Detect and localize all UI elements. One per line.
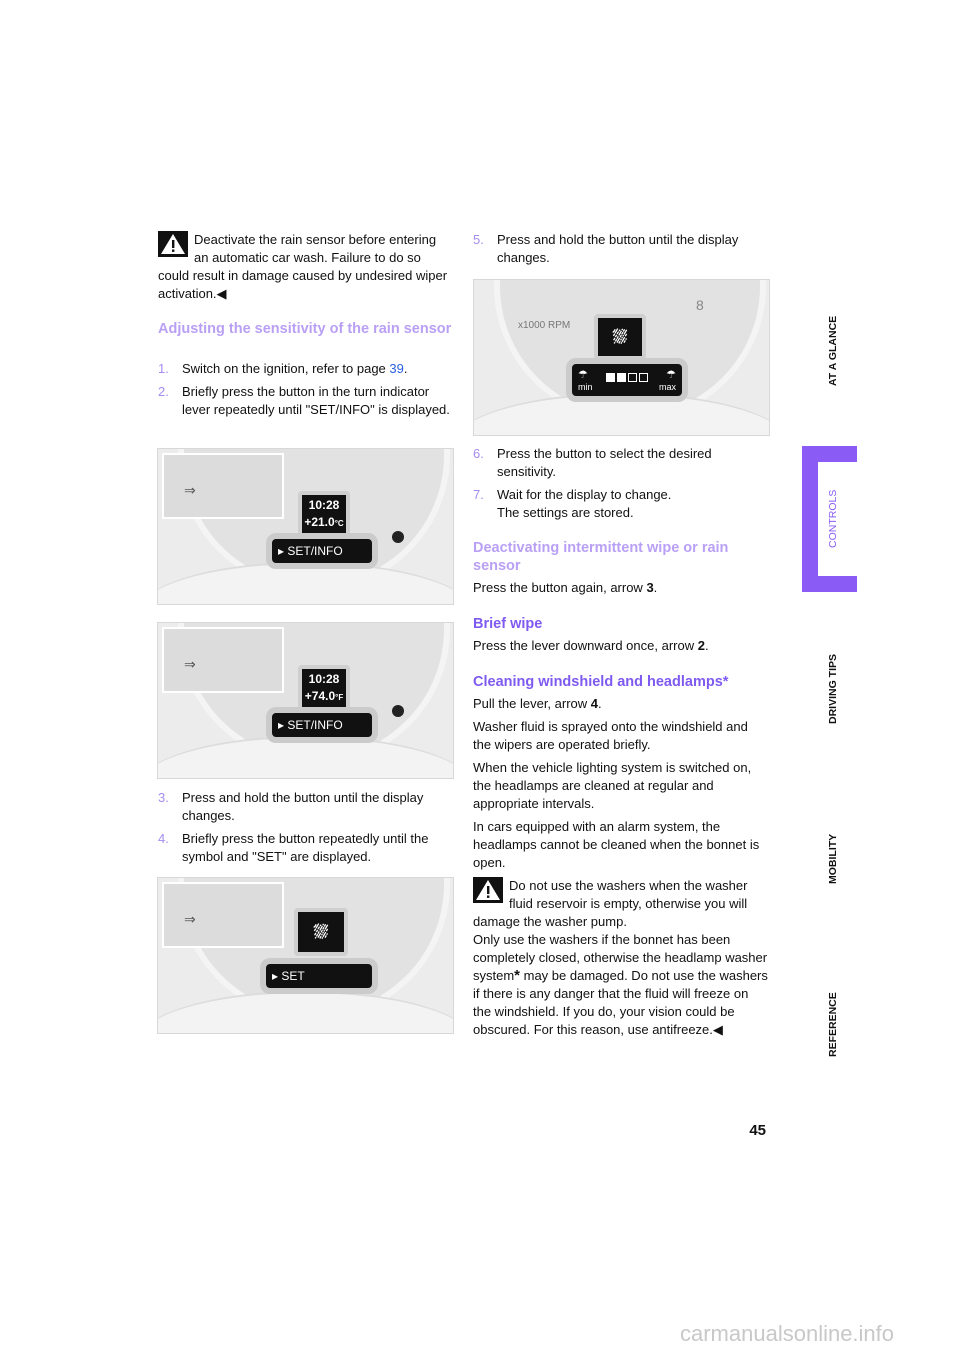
sensitivity-step [617,373,626,382]
clock-display: 10:28 +74.0°F [298,665,350,713]
wiper-symbol-icon: ⛆ [294,908,348,956]
tab-reference[interactable]: REFERENCE [827,992,839,1057]
tab-mobility[interactable]: MOBILITY [827,833,839,884]
step-2: 2. Briefly press the button in the turn indicator lever repeatedly until "SET/INFO" is displayed. [158,384,450,417]
warning-washer: Do not use the washers when the washer fluid reservoir is empty, otherwise you will damage the washer pump. Only use the washers if the bonnet has been completely closed, otherwise the headlamp washer system* may be damaged. Do not use the washers if there is any danger that the fluid will freeze on the windshield. If you do, your vision could be obscured. For this reason, use antifreeze.◀ [473,878,768,1037]
warning-rain-sensor [158,231,454,303]
lever-inset [162,882,284,948]
info-display: ▸ SET/INFO [266,707,378,743]
warning-triangle-icon [473,877,503,903]
info-display: ▸ SET [260,958,378,994]
figure-sensitivity-display [473,279,770,436]
max-label: max [658,382,676,392]
heading-brief-wipe: Brief wipe [473,616,543,632]
step-1: 1. Switch on the ignition, refer to page 39. [158,361,408,376]
page-link[interactable]: 39 [389,361,404,376]
cleaning-section: Pull the lever, arrow 4. Washer fluid is sprayed onto the windshield and the wipers are operated briefly. When the vehicle lighting system is switched on, the headlamps are cleaned at regular and appropriate intervals. In cars equipped with an alarm system, the headlamps cannot be cleaned when the bonnet is open. Do not use the washers when the washer fluid reservoir is empty, otherwise you will damage the washer pump. Only use the washers if the bonnet has been completely closed, otherwise the headlamp washer system* may be damaged. Do not use the washers if there is any danger that the fluid will freeze on the windshield. If you do, your vision could be obscured. For this reason, use antifreeze.◀ [473,696,768,1037]
para-lighting: When the vehicle lighting system is switched on, the headlamps are cleaned at regular and appropriate intervals. [473,760,752,811]
warning-triangle-icon [158,231,188,257]
para-washer: Washer fluid is sprayed onto the windshield and the wipers are operated briefly. [473,719,748,752]
end-mark: ◀ [216,286,227,301]
tab-at-a-glance[interactable]: AT A GLANCE [827,315,839,386]
rpm-label: x1000 RPM [518,320,571,331]
arrow-icon: ⇒ [184,482,196,498]
step-5: 5. Press and hold the button until the display changes. [473,232,739,265]
figure-set-info-celsius [157,448,454,605]
watermark: carmanualsonline.info [680,1321,895,1346]
arrow-icon: ⇒ [184,911,196,927]
steps-list-a [158,360,454,419]
steps-list-b [158,789,454,866]
tab-controls[interactable]: CONTROLS [827,489,839,548]
steps-list-c [473,445,769,522]
rain-max-icon: ☂ [666,369,676,381]
rain-min-icon: ☂ [578,369,588,381]
sensitivity-display [566,358,688,402]
sensitivity-level-indicator [606,370,650,388]
steps-list-5 [473,231,769,267]
figure-set-info-fahrenheit [157,622,454,779]
lever-inset [162,453,284,519]
wiper-auto-icon: ⛆ [594,314,646,360]
step-3: 3. Press and hold the button until the display changes. [158,790,424,823]
arrow-icon: ⇒ [184,656,196,672]
info-display: ▸ SET/INFO [266,533,378,569]
heading-sensitivity: Adjusting the sensitivity of the rain sensor [158,321,452,337]
gauge-8-label: 8 [696,297,704,313]
brief-text: Press the lever downward once, arrow 2. [473,638,709,653]
figure-set-symbol [157,877,454,1034]
step-4: 4. Briefly press the button repeatedly until the symbol and "SET" are displayed. [158,831,429,864]
clock-display: 10:28 +21.0°C [298,491,350,539]
sensitivity-step [606,373,615,382]
step-6: 6. Press the button to select the desired sensitivity. [473,446,712,479]
lever-inset [162,627,284,693]
warning-text: Deactivate the rain sensor before entering an automatic car wash. Failure to do so could result in damage caused by undesired wiper activation. [158,232,448,301]
heading-deactivate: Deactivating intermittent wipe or rain sensor [473,540,729,574]
tab-driving-tips[interactable]: DRIVING TIPS [827,653,839,724]
para-alarm: In cars equipped with an alarm system, the headlamps cannot be cleaned when the bonnet is open. [473,819,760,870]
heading-cleaning: Cleaning windshield and headlamps* [473,674,729,690]
min-label: min [578,382,593,392]
deactivate-text: Press the button again, arrow 3. [473,580,658,595]
page-number: 45 [749,1122,766,1139]
step-7: 7. Wait for the display to change. The settings are stored. [473,487,672,520]
sensitivity-step [639,373,648,382]
sensitivity-step [628,373,637,382]
